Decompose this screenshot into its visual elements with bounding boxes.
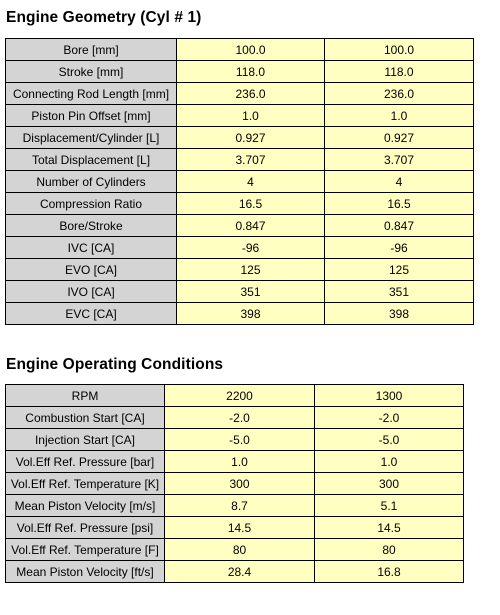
- operating-row: [6, 517, 464, 539]
- geometry-row-label: EVO [CA]: [6, 259, 177, 281]
- geometry-row: [6, 105, 474, 127]
- operating-value-cell: 1.0: [165, 451, 315, 473]
- geometry-value-cell: 4: [325, 171, 474, 193]
- geometry-value-cell: 118.0: [177, 61, 325, 83]
- operating-row-label: Combustion Start [CA]: [6, 407, 165, 429]
- geometry-value-cell: 398: [325, 303, 474, 325]
- geometry-value-cell: 236.0: [177, 83, 325, 105]
- engine-operating-body: [6, 385, 464, 583]
- geometry-row-label: Bore [mm]: [6, 39, 177, 61]
- geometry-value-cell: -96: [177, 237, 325, 259]
- geometry-value-cell: 0.847: [325, 215, 474, 237]
- geometry-value-cell: 398: [177, 303, 325, 325]
- geometry-value-cell: 351: [325, 281, 474, 303]
- geometry-row-label: Total Displacement [L]: [6, 149, 177, 171]
- geometry-row: [6, 83, 474, 105]
- geometry-row-label: IVC [CA]: [6, 237, 177, 259]
- geometry-row-label: Piston Pin Offset [mm]: [6, 105, 177, 127]
- geometry-value-cell: 0.927: [177, 127, 325, 149]
- operating-value-cell: 5.1: [315, 495, 464, 517]
- geometry-value-cell: 1.0: [325, 105, 474, 127]
- geometry-row: [6, 193, 474, 215]
- geometry-row: [6, 215, 474, 237]
- engine-operating-table: [5, 384, 464, 583]
- geometry-row: [6, 303, 474, 325]
- geometry-row: [6, 61, 474, 83]
- operating-row-label: Injection Start [CA]: [6, 429, 165, 451]
- geometry-value-cell: 351: [177, 281, 325, 303]
- geometry-value-cell: 4: [177, 171, 325, 193]
- operating-value-cell: 300: [315, 473, 464, 495]
- geometry-row-label: Compression Ratio: [6, 193, 177, 215]
- operating-value-cell: -2.0: [315, 407, 464, 429]
- geometry-value-cell: 3.707: [325, 149, 474, 171]
- geometry-row: [6, 281, 474, 303]
- operating-value-cell: -5.0: [165, 429, 315, 451]
- geometry-row-label: EVC [CA]: [6, 303, 177, 325]
- geometry-value-cell: 125: [325, 259, 474, 281]
- geometry-row: [6, 259, 474, 281]
- operating-row-label: RPM: [6, 385, 165, 407]
- operating-value-cell: 300: [165, 473, 315, 495]
- operating-value-cell: 16.8: [315, 561, 464, 583]
- operating-value-cell: -5.0: [315, 429, 464, 451]
- operating-row: [6, 539, 464, 561]
- operating-value-cell: 28.4: [165, 561, 315, 583]
- operating-value-cell: 8.7: [165, 495, 315, 517]
- operating-row: [6, 407, 464, 429]
- geometry-row-label: Displacement/Cylinder [L]: [6, 127, 177, 149]
- geometry-value-cell: 0.927: [325, 127, 474, 149]
- operating-value-cell: 1300: [315, 385, 464, 407]
- geometry-value-cell: 118.0: [325, 61, 474, 83]
- engine-geometry-table: [5, 38, 474, 325]
- geometry-value-cell: 236.0: [325, 83, 474, 105]
- operating-row-label: Vol.Eff Ref. Temperature [K]: [6, 473, 165, 495]
- operating-row-label: Vol.Eff Ref. Pressure [psi]: [6, 517, 165, 539]
- geometry-value-cell: 3.707: [177, 149, 325, 171]
- geometry-value-cell: 100.0: [325, 39, 474, 61]
- geometry-value-cell: 16.5: [325, 193, 474, 215]
- operating-row-label: Vol.Eff Ref. Temperature [F]: [6, 539, 165, 561]
- operating-value-cell: -2.0: [165, 407, 315, 429]
- geometry-row-label: Number of Cylinders: [6, 171, 177, 193]
- operating-row-label: Vol.Eff Ref. Pressure [bar]: [6, 451, 165, 473]
- geometry-row: [6, 171, 474, 193]
- geometry-row-label: Stroke [mm]: [6, 61, 177, 83]
- geometry-row: [6, 39, 474, 61]
- operating-row: [6, 429, 464, 451]
- operating-value-cell: 2200: [165, 385, 315, 407]
- operating-row: [6, 451, 464, 473]
- geometry-value-cell: 0.847: [177, 215, 325, 237]
- geometry-value-cell: 1.0: [177, 105, 325, 127]
- geometry-value-cell: 125: [177, 259, 325, 281]
- engine-geometry-title: Engine Geometry (Cyl # 1): [6, 9, 202, 26]
- operating-value-cell: 80: [315, 539, 464, 561]
- geometry-row: [6, 127, 474, 149]
- operating-row: [6, 473, 464, 495]
- operating-row: [6, 495, 464, 517]
- operating-row: [6, 385, 464, 407]
- geometry-row-label: IVO [CA]: [6, 281, 177, 303]
- operating-value-cell: 14.5: [315, 517, 464, 539]
- geometry-row: [6, 149, 474, 171]
- geometry-row: [6, 237, 474, 259]
- engine-geometry-body: [6, 39, 474, 325]
- operating-row-label: Mean Piston Velocity [ft/s]: [6, 561, 165, 583]
- operating-value-cell: 14.5: [165, 517, 315, 539]
- geometry-row-label: Connecting Rod Length [mm]: [6, 83, 177, 105]
- engine-operating-title: Engine Operating Conditions: [6, 356, 224, 373]
- geometry-value-cell: -96: [325, 237, 474, 259]
- operating-value-cell: 80: [165, 539, 315, 561]
- operating-value-cell: 1.0: [315, 451, 464, 473]
- operating-row-label: Mean Piston Velocity [m/s]: [6, 495, 165, 517]
- geometry-value-cell: 16.5: [177, 193, 325, 215]
- geometry-value-cell: 100.0: [177, 39, 325, 61]
- operating-row: [6, 561, 464, 583]
- geometry-row-label: Bore/Stroke: [6, 215, 177, 237]
